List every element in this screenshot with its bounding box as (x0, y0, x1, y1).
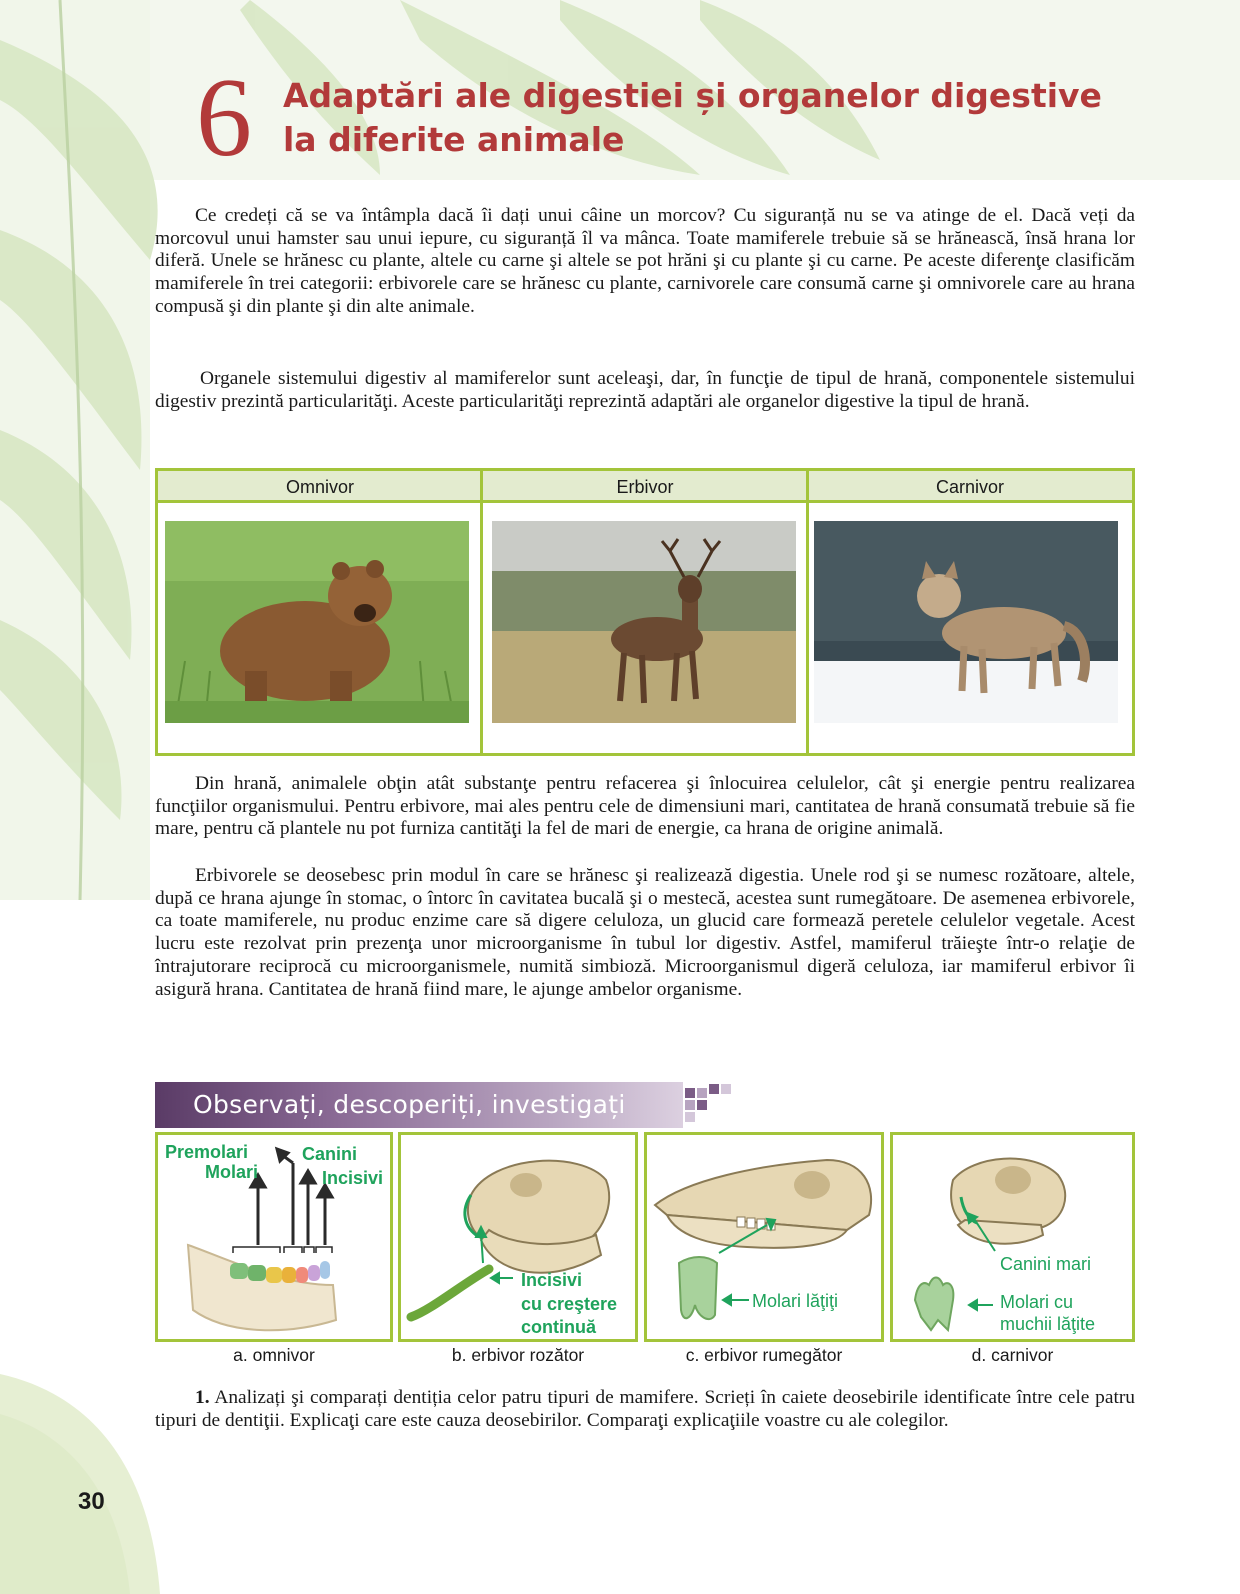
page-number: 30 (78, 1488, 105, 1515)
question-text: Analizați şi comparați dentiția celor patru tipuri de mamifere. Scrieți în caiete deosebirile identificate între cele patru tipuri de dentiţii. Explicaţi care este cauza deosebirilor. Comparaţi explicaţiile voastre cu ale colegilor. (155, 1387, 1136, 1431)
wolf-photo (814, 521, 1118, 723)
label-incisivi: Incisivi (322, 1168, 384, 1188)
paragraph-energy: Din hrană, animalele obţin atât substanţe pentru refacerea şi înlocuirea celulelor, cât şi energie pentru realizarea funcţiilor organismului. Pentru erbivore, mai ales pentru cele de dimensiuni mari, cantitatea de hrană consumată trebuie să fie mare, pentru că plantele nu pot furniza cantităţi la fel de mari de energie, ca hrana de origine animală. (155, 773, 1135, 840)
paragraph-intro: Ce credeți că se va întâmpla dacă îi dați unui câine un morcov? Cu siguranță nu se va atinge de el. Dacă veți da morcovul unui hamster sau unui iepure, cu siguranță îl va mânca. Toate mamiferele trebuie să se hrănească, însă hrana lor diferă. Unele se hrănesc cu plante, altele cu carne şi altele se pot hrăni şi cu plante şi cu carne. Pe aceste diferenţe clasificăm mamiferele în trei categorii: erbivorele care se hrănesc cu plante, carnivorele care consumă carne şi omnivorele care au hrana compusă şi din plante şi din alte animale. (155, 205, 1135, 317)
header-carnivor: Carnivor (808, 471, 1132, 503)
caption-erbivor-rumegator: c. erbivor rumegător (685, 1345, 843, 1365)
label-premolari: Premolari (165, 1142, 249, 1162)
table-divider (480, 471, 483, 753)
label-canini: Canini (302, 1144, 358, 1164)
corner-leaf-decoration (0, 1374, 170, 1594)
teeth-panel-omnivor (155, 1132, 393, 1342)
banner-squares-icon (683, 1082, 743, 1128)
activity-banner-title: Observați, descoperiți, investigați (193, 1090, 626, 1119)
chapter-title-line1: Adaptări ale digestiei și organelor digestive (283, 76, 1102, 115)
header-erbivor: Erbivor (482, 471, 808, 503)
chapter-title (283, 74, 1183, 162)
bear-photo (165, 521, 469, 723)
teeth-panel-rozator (398, 1132, 638, 1342)
label-canini-mari: Canini mari (1000, 1254, 1092, 1274)
label-incisivi-crestere-2: cu creştere (521, 1294, 618, 1314)
question-number: 1. (195, 1387, 210, 1408)
question-1 (155, 1387, 1135, 1432)
paragraph-organs: Organele sistemului digestiv al mamiferelor sunt aceleaşi, dar, în funcţie de tipul de hrană, componentele sistemului digestiv prezintă particularităţi. Aceste particularităţi reprezintă adaptări ale organelor digestive la tipul de hrană. (155, 368, 1135, 412)
header-omnivor: Omnivor (158, 471, 482, 503)
label-incisivi-crestere-1: Incisivi (521, 1270, 583, 1290)
label-molari-latiti: Molari lăţiţi (752, 1291, 839, 1311)
caption-erbivor-rozator: b. erbivor rozător (451, 1345, 585, 1365)
teeth-panel-carnivor (890, 1132, 1135, 1342)
caption-carnivor: d. carnivor (971, 1345, 1054, 1365)
label-molari: Molari (205, 1162, 259, 1182)
deer-photo (492, 521, 796, 723)
label-molari-muchii-2: muchii lăţite (1000, 1314, 1096, 1334)
label-molari-muchii-1: Molari cu (1000, 1292, 1074, 1312)
table-divider (806, 471, 809, 753)
animal-types-table (155, 468, 1135, 756)
paragraph-herbivores: Erbivorele se deosebesc prin modul în care se hrănesc şi realizează digestia. Unele rod şi se numesc rozătoare, altele, după ce hrana ajunge în stomac, o întorc în cavitatea bucală şi o mestecă, acestea sunt rumegătoare. De asemenea erbivorele, ca toate mamiferele, nu produc enzime care să digere celuloza, un glucid care formează peretele celulelor vegetale. Acest lucru este rezolvat prin prezenţa unor microorganisme în tubul lor digestiv. Astfel, mamiferul trăieşte într-o relaţie de întrajutorare reciprocă cu microorganismele, numită simbioză. Microorganismul digeră celuloza, iar mamiferul erbivor îi asigură hrana. Cantitatea de hrană fiind mare, le ajunge ambelor organisme. (155, 865, 1135, 1000)
chapter-number: 6 (196, 56, 252, 180)
teeth-panel-rumegator (644, 1132, 884, 1342)
chapter-title-line2: la diferite animale (283, 120, 625, 159)
caption-omnivor: a. omnivor (233, 1345, 315, 1365)
activity-banner (155, 1082, 683, 1128)
label-incisivi-crestere-3: continuă (521, 1317, 596, 1337)
